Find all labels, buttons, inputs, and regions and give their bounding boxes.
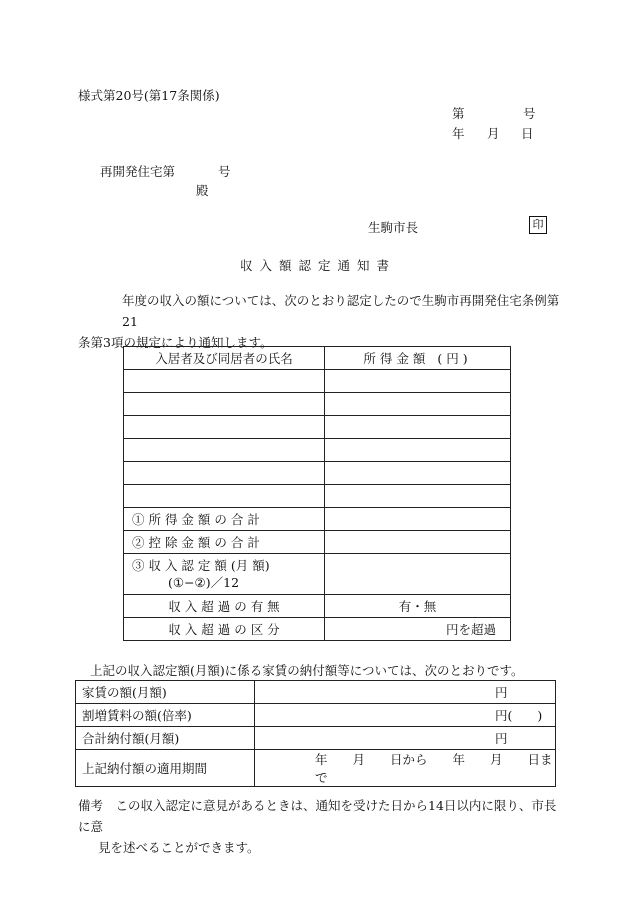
amount-cell[interactable]	[325, 462, 511, 485]
date-day: 日	[521, 126, 534, 141]
name-cell[interactable]	[124, 485, 325, 508]
amount-cell[interactable]	[325, 485, 511, 508]
certified-amount-label	[124, 554, 325, 595]
date-month: 月	[487, 126, 500, 141]
remarks-line-2: 見を述べることができます。	[98, 840, 260, 855]
amount-cell[interactable]	[325, 439, 511, 462]
table-row	[76, 750, 556, 787]
intro-line-2: 条第3項の規定により通知します。	[78, 335, 273, 350]
rent-label: 家賃の額(月額)	[76, 681, 255, 704]
remarks-line-1: 備考 この収入認定に意見があるときは、通知を受けた日から14日以内に限り、市長に意	[78, 798, 557, 834]
name-cell[interactable]	[124, 462, 325, 485]
rent-intro: 上記の収入認定額(月額)に係る家賃の納付額等については、次のとおりです。	[90, 663, 524, 678]
excess-row	[124, 595, 511, 618]
total-income-cell[interactable]	[325, 508, 511, 531]
addressee-prefix: 再開発住宅第	[100, 164, 176, 179]
amount-cell[interactable]	[325, 393, 511, 416]
name-cell[interactable]	[124, 393, 325, 416]
certified-line-1: ③ 収 入 認 定 額 (月 額)	[132, 558, 270, 573]
date-year: 年	[452, 126, 465, 141]
excess-label: 収 入 超 過 の 有 無	[124, 595, 325, 618]
surcharge-label: 割増賃料の額(倍率)	[76, 704, 255, 727]
total-deduction-label: ② 控 除 金 額 の 合 計	[124, 531, 325, 554]
excess-value[interactable]: 有・無	[325, 595, 511, 618]
rent-value[interactable]: 円	[255, 681, 556, 704]
document-title: 収入額認定通知書	[240, 258, 397, 273]
total-income-row	[124, 508, 511, 531]
amount-cell[interactable]	[325, 370, 511, 393]
doc-number-prefix: 第	[452, 106, 465, 121]
table-row	[76, 681, 556, 704]
income-table	[123, 346, 511, 641]
total-payment-label: 合計納付額(月額)	[76, 727, 255, 750]
total-deduction-cell[interactable]	[325, 531, 511, 554]
amount-cell[interactable]	[325, 416, 511, 439]
header-name: 入居者及び同居者の氏名	[124, 347, 325, 370]
period-value[interactable]: 年 月 日から 年 月 日まで	[255, 750, 556, 787]
intro-paragraph	[78, 290, 563, 353]
total-payment-value[interactable]: 円	[255, 727, 556, 750]
name-cell[interactable]	[124, 439, 325, 462]
period-label: 上記納付額の適用期間	[76, 750, 255, 787]
excess-class-value[interactable]: 円を超過	[325, 618, 511, 641]
certified-amount-cell[interactable]	[325, 554, 511, 595]
seal-mark: 印	[529, 216, 547, 234]
excess-class-row	[124, 618, 511, 641]
name-cell[interactable]	[124, 370, 325, 393]
income-table-header	[124, 347, 511, 370]
intro-line-1: 年度の収入の額については、次のとおり認定したので生駒市再開発住宅条例第21	[122, 293, 560, 329]
rent-table	[75, 680, 556, 787]
header-amount: 所得金額 (円)	[325, 347, 511, 370]
excess-class-label: 収 入 超 過 の 区 分	[124, 618, 325, 641]
doc-number-suffix: 号	[523, 106, 536, 121]
table-row	[76, 727, 556, 750]
surcharge-value[interactable]: 円( )	[255, 704, 556, 727]
table-row	[124, 416, 511, 439]
addressee-suffix: 号	[218, 164, 231, 179]
name-cell[interactable]	[124, 416, 325, 439]
table-row	[76, 704, 556, 727]
table-row	[124, 462, 511, 485]
form-number: 様式第20号(第17条関係)	[78, 88, 220, 103]
table-row	[124, 485, 511, 508]
table-row	[124, 439, 511, 462]
certified-line-2: (①−②)／12	[168, 575, 240, 590]
addressee-honorific: 殿	[196, 183, 209, 198]
total-deduction-row	[124, 531, 511, 554]
remarks	[78, 795, 563, 858]
table-row	[124, 393, 511, 416]
certified-amount-row	[124, 554, 511, 595]
table-row	[124, 370, 511, 393]
issuer-title: 生駒市長	[368, 220, 419, 235]
total-income-label: ① 所 得 金 額 の 合 計	[124, 508, 325, 531]
